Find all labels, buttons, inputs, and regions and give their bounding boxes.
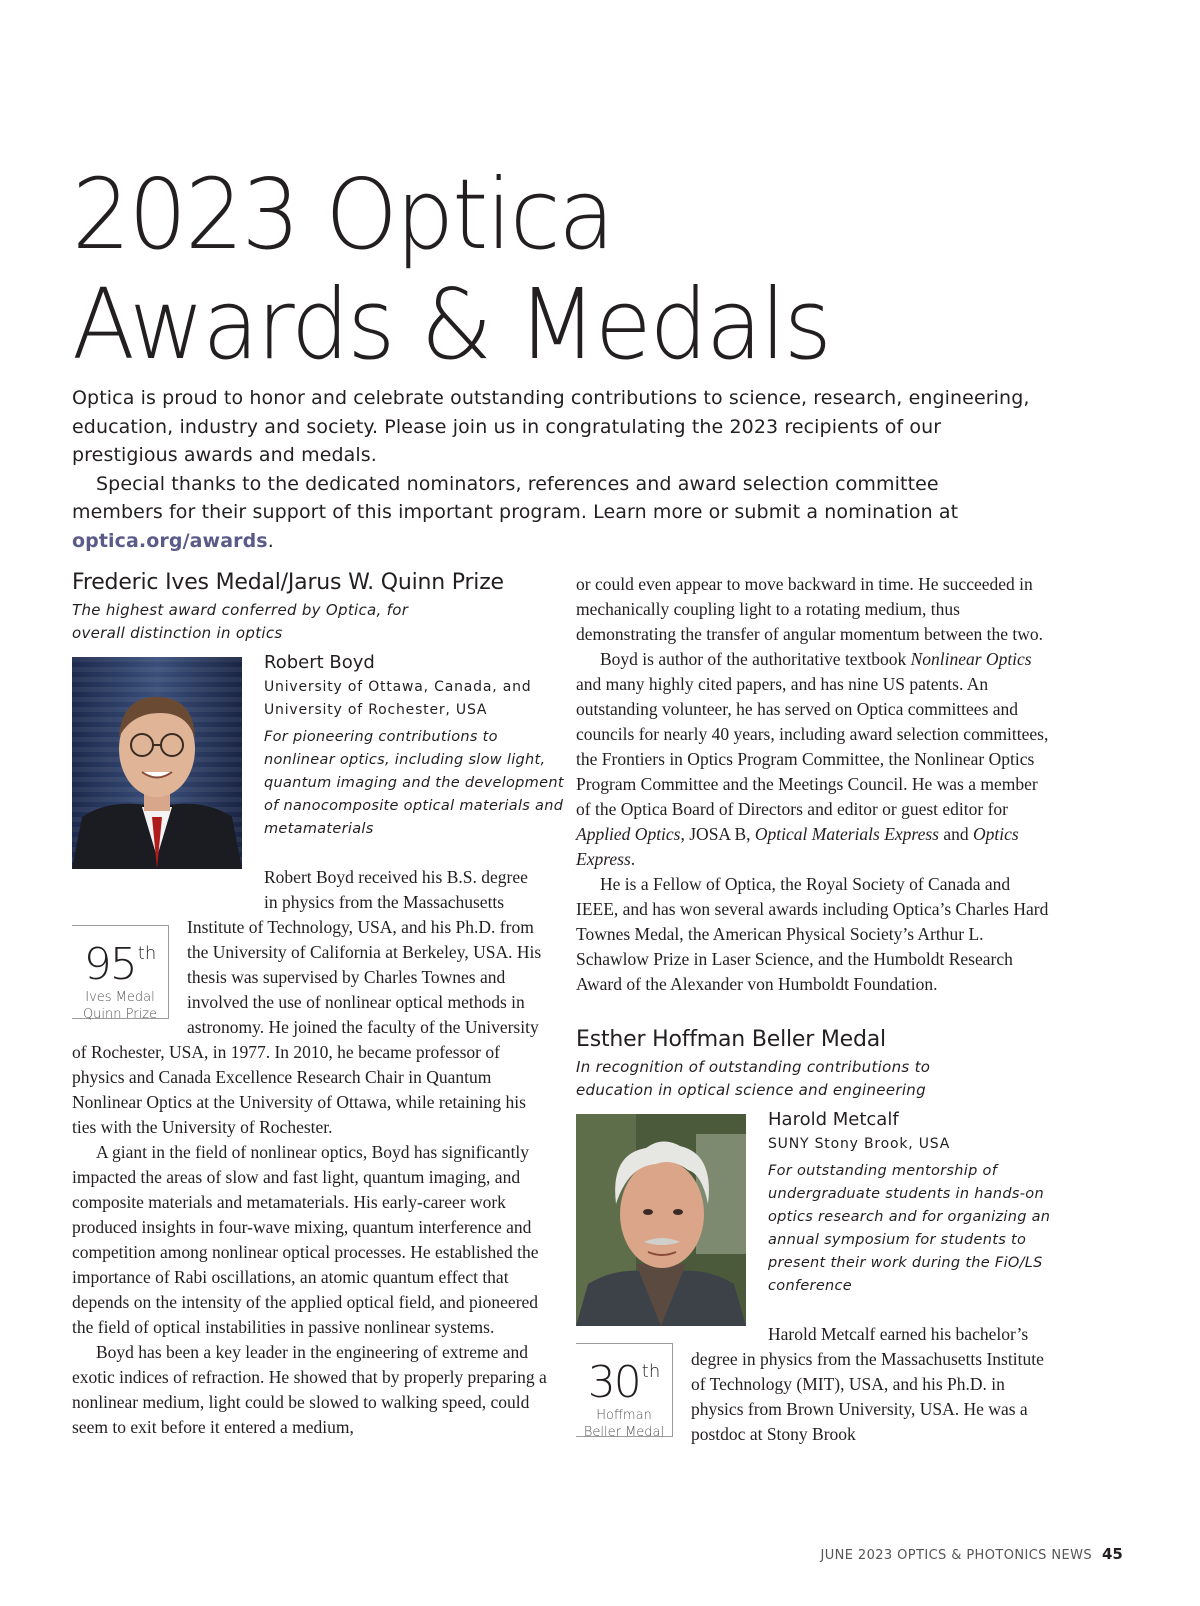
recipient-affiliation: SUNY Stony Brook, USA [768, 1136, 951, 1152]
metcalf-info [768, 1107, 1068, 1298]
boyd-photo [72, 657, 242, 869]
boyd-bio-p4: Boyd is author of the authoritative textbook Nonlinear Optics and many highly cited papers, and has nine US patents. An outstanding volunteer, he has served on Optica committees and councils for nearly 40 years, including award selection committees, the Frontiers in Optics Program Committee, the Nonlinear Optics Program Committee and the Meetings Council. He was a member of the Optica Board of Directors and editor or guest editor for Applied Optics, JOSA B, Optical Materials Express and Optics Express. [576, 649, 1049, 869]
boyd-bio-p2: A giant in the field of nonlinear optics, Boyd has significantly impacted the areas of slow and fast light, quantum imaging, and composite materials and metamaterials. His early-career work produced insights in four-wave mixing, quantum interference and competition among nonlinear optical processes. He established the importance of Rabi oscillations, an atomic quantum effect that depends on the intensity of the applied optical field, and pioneered the field of optical instabilities in passive nonlinear systems. [72, 1142, 539, 1337]
recipient-citation: For outstanding mentorship of undergraduate students in hands-on optics research and for organizing an annual symposium for students to present their work during the FiO/LS conference [768, 1163, 1051, 1294]
awards-link[interactable]: optica.org/awards [72, 529, 268, 552]
recipient-boyd [72, 652, 564, 869]
award-title-ives: Frederic Ives Medal/Jarus W. Quinn Prize [72, 570, 504, 595]
badge-number: 30 $^{th}$ [587, 1357, 661, 1408]
page-title [72, 157, 830, 382]
badge-label-2: Beller Medal [583, 1425, 665, 1440]
badge-number: 95 $^{th}$ [83, 939, 157, 990]
right-column [576, 572, 1056, 1447]
recipient-name: Robert Boyd [264, 652, 375, 673]
intro-paragraph-1: Optica is proud to honor and celebrate outstanding contributions to science, research, engineering, education, industry and society. Please join us in congratulating the 2023 recipients of our prestigious awards and medals. [72, 387, 1030, 466]
footer-publication: JUNE 2023 OPTICS & PHOTONICS NEWS [820, 1548, 1092, 1563]
title-line-1: 2023 Optica [72, 157, 613, 272]
title-line-2: Awards & Medals [72, 268, 830, 382]
badge-ives [72, 925, 169, 1022]
badge-label-1: Ives Medal [85, 990, 155, 1005]
badge-label-2: Quinn Prize [82, 1007, 158, 1022]
award-title-beller: Esther Hoffman Beller Medal [576, 1027, 886, 1052]
intro-p2-end: . [267, 529, 274, 552]
recipient-name: Harold Metcalf [768, 1109, 899, 1130]
boyd-bio-p1-lead: Robert Boyd received his B.S. degree in physics from the Massachusetts [264, 867, 528, 912]
recipient-metcalf [576, 1109, 1056, 1326]
boyd-bio-p3-cont: or could even appear to move backward in time. He succeeded in mechanically coupling light to a rotating medium, thus demonstrating the transfer of angular momentum between the two. [576, 574, 1044, 644]
recipient-citation: For pioneering contributions to nonlinear optics, including slow light, quantum imaging and the development of nanocomposite optical materials and metamaterials [264, 729, 564, 837]
boyd-bio-p3: Boyd has been a key leader in the engineering of extreme and exotic indices of refraction. He showed that by properly preparing a nonlinear medium, light could be slowed to walking speed, could seem to exit before it entered a medium, [72, 1342, 547, 1437]
metcalf-bio-p1-rest: degree in physics from the Massachusetts Institute of Technology (MIT), USA, and his Ph.D. in physics from Brown University, USA. He was a postdoc at Stony Brook [691, 1349, 1044, 1444]
intro-p2-text: Special thanks to the dedicated nominators, references and award selection committee members for their support of this important program. Learn more or submit a nomination at [72, 472, 959, 523]
metcalf-bio-lead-line: Harold Metcalf earned his bachelor’s [768, 1324, 1029, 1344]
award-subtitle-ives: The highest award conferred by Optica, for overall distinction in optics [72, 601, 409, 642]
award-subtitle-beller: In recognition of outstanding contributions to education in optical science and engineering [576, 1058, 931, 1099]
badge-beller [576, 1343, 673, 1440]
boyd-bio-p5: He is a Fellow of Optica, the Royal Society of Canada and IEEE, and has won several awards including Optica’s Charles Hard Townes Medal, the American Physical Society’s Arthur L. Schawlow Prize in Laser Science, and the Humboldt Research Award of the Alexander von Humboldt Foundation. [576, 874, 1049, 994]
intro-paragraph-2 [72, 470, 1032, 556]
metcalf-photo [576, 1114, 746, 1326]
boyd-bio [72, 915, 552, 1440]
metcalf-bio [576, 1347, 1056, 1447]
boyd-bio-lead [72, 865, 552, 915]
boyd-bio-p1-rest: Institute of Technology, USA, and his Ph.D. from the University of California at Berkeley, USA. His thesis was supervised by Charles Townes and involved the use of nonlinear optical methods in astronomy. He joined the faculty of the University of Rochester, USA, in 1977. In 2010, he became professor of physics and Canada Excellence Research Chair in Quantum Nonlinear Optics at the University of Ottawa, while retaining his ties with the University of Rochester. [72, 917, 542, 1137]
badge-label-1: Hoffman [596, 1408, 652, 1423]
left-column [72, 570, 564, 1440]
boyd-info [264, 650, 564, 841]
award-beller [576, 1027, 1056, 1447]
page-number: 45 [1102, 1545, 1123, 1563]
intro [72, 384, 1032, 555]
recipient-affiliation: University of Ottawa, Canada, and University of Rochester, USA [264, 679, 532, 718]
